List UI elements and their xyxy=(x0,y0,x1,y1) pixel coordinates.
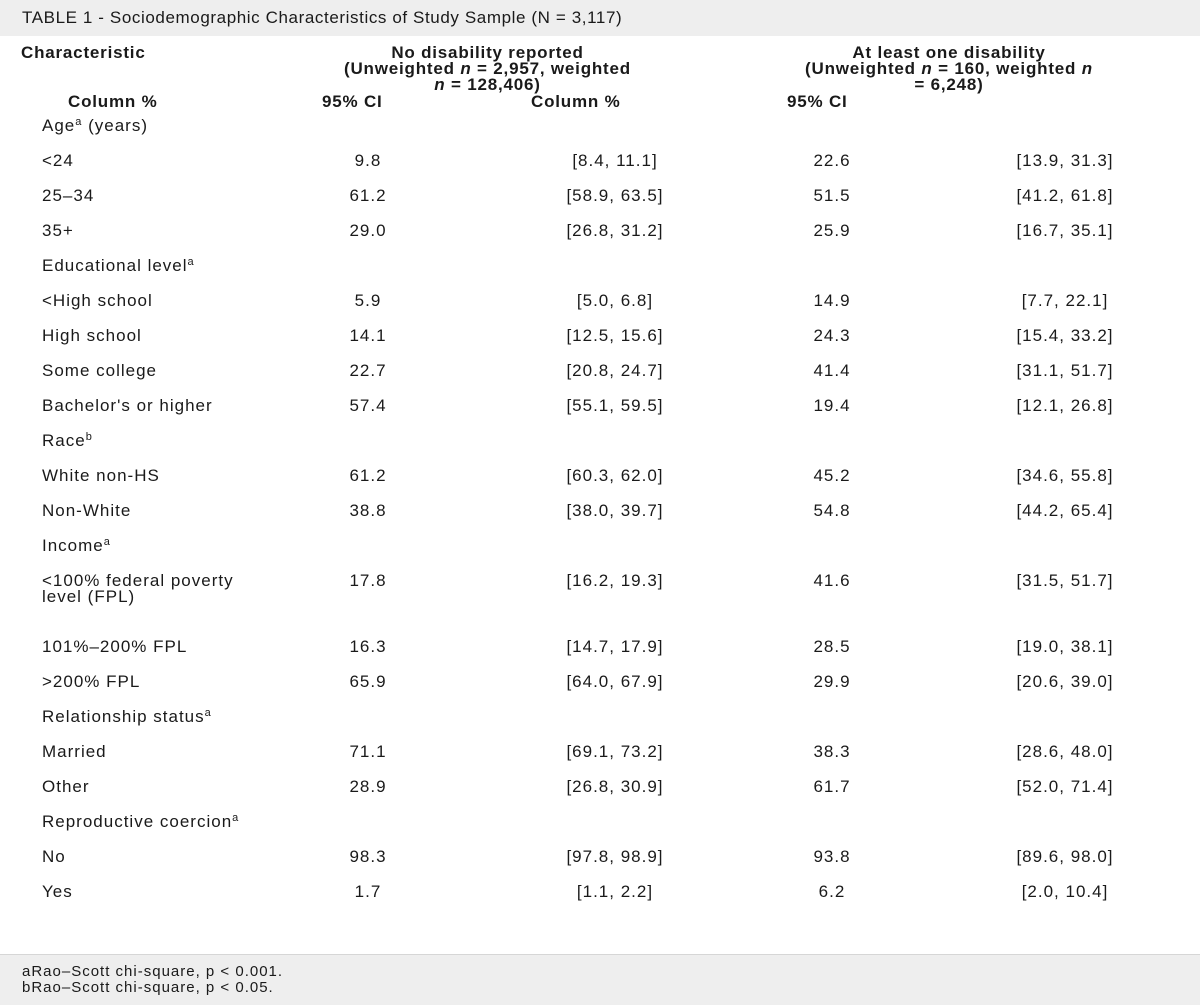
cell-no-disability-ci: [58.9, 63.5] xyxy=(566,186,664,205)
cell-disability-ci: [52.0, 71.4] xyxy=(1016,776,1114,796)
subheader-column-pct-2: Column % xyxy=(531,92,621,111)
row-label: Married xyxy=(42,741,107,761)
cell-disability-ci: [2.0, 10.4] xyxy=(1021,881,1109,901)
cell-disability-column-pct: 51.5 xyxy=(813,186,851,205)
subheader-ci-2: 95% CI xyxy=(787,92,848,111)
cell-no-disability-column-pct: 71.1 xyxy=(349,741,387,761)
row-label: Some college xyxy=(42,361,158,380)
cell-disability-column-pct: 54.8 xyxy=(813,501,851,520)
cell-no-disability-ci: [26.8, 31.2] xyxy=(566,221,664,240)
footnotes xyxy=(0,954,1200,1005)
row-label: Non-White xyxy=(42,501,132,520)
cell-no-disability-ci: [5.0, 6.8] xyxy=(576,291,654,310)
cell-no-disability-column-pct: 98.3 xyxy=(349,846,387,866)
cell-disability-ci: [7.7, 22.1] xyxy=(1021,291,1109,310)
cell-no-disability-ci: [38.0, 39.7] xyxy=(566,501,664,520)
row-label: 101%–200% FPL xyxy=(42,636,188,656)
cell-disability-column-pct: 93.8 xyxy=(813,846,851,866)
cell-disability-ci: [89.6, 98.0] xyxy=(1016,846,1114,866)
table-caption: TABLE 1 - Sociodemographic Characteristics of Study Sample (N = 3,117) xyxy=(0,0,1200,36)
row-label: Yes xyxy=(42,881,73,901)
cell-no-disability-column-pct: 61.2 xyxy=(349,466,387,485)
row-label: <High school xyxy=(42,291,153,310)
header-no-disability-title: No disability reported xyxy=(391,43,584,62)
cell-disability-column-pct: 29.9 xyxy=(813,671,851,691)
cell-disability-column-pct: 14.9 xyxy=(813,291,851,310)
cell-no-disability-column-pct: 16.3 xyxy=(349,636,387,656)
cell-no-disability-column-pct: 14.1 xyxy=(349,326,387,345)
cell-disability-column-pct: 61.7 xyxy=(813,776,851,796)
cell-no-disability-column-pct: 28.9 xyxy=(349,776,387,796)
cell-no-disability-ci: [60.3, 62.0] xyxy=(566,466,664,485)
row-label: <24 xyxy=(42,151,74,170)
row-label: <100% federal poverty level (FPL) xyxy=(42,571,234,606)
cell-no-disability-column-pct: 57.4 xyxy=(349,396,387,415)
cell-no-disability-column-pct: 17.8 xyxy=(349,571,387,590)
section-heading-reproductive-coercion: Reproductive coercion$^a$ xyxy=(42,811,240,831)
cell-disability-column-pct: 25.9 xyxy=(813,221,851,240)
row-label: Other xyxy=(42,776,90,796)
cell-no-disability-column-pct: 5.9 xyxy=(354,291,382,310)
cell-no-disability-column-pct: 65.9 xyxy=(349,671,387,691)
cell-no-disability-ci: [8.4, 11.1] xyxy=(572,151,658,170)
cell-no-disability-column-pct: 1.7 xyxy=(354,881,382,901)
section-heading-age: Age$^a$ (years) xyxy=(42,116,148,135)
cell-disability-column-pct: 19.4 xyxy=(813,396,851,415)
cell-no-disability-ci: [12.5, 15.6] xyxy=(566,326,664,345)
cell-no-disability-column-pct: 38.8 xyxy=(349,501,387,520)
header-no-disability xyxy=(255,45,720,93)
header-disability-title: At least one disability xyxy=(852,43,1046,62)
cell-disability-column-pct: 28.5 xyxy=(813,636,851,656)
cell-disability-ci: [34.6, 55.8] xyxy=(1016,466,1114,485)
cell-disability-ci: [31.5, 51.7] xyxy=(1016,571,1114,590)
subheader-column-pct-1: Column % xyxy=(68,92,158,111)
cell-disability-column-pct: 6.2 xyxy=(818,881,846,901)
cell-disability-ci: [16.7, 35.1] xyxy=(1016,221,1114,240)
cell-no-disability-column-pct: 61.2 xyxy=(349,186,387,205)
row-label: 35+ xyxy=(42,221,74,240)
cell-disability-ci: [41.2, 61.8] xyxy=(1016,186,1114,205)
row-label: High school xyxy=(42,326,142,345)
cell-disability-ci: [44.2, 65.4] xyxy=(1016,501,1114,520)
cell-disability-column-pct: 22.6 xyxy=(813,151,851,170)
cell-disability-column-pct: 41.6 xyxy=(813,571,851,590)
section-heading-educational-level: Educational level$^a$ xyxy=(42,256,195,275)
header-no-disability-line3: n = 128,406) xyxy=(434,75,541,94)
section-heading-income: Income$^a$ xyxy=(42,536,111,555)
cell-disability-ci: [19.0, 38.1] xyxy=(1016,636,1114,656)
cell-disability-ci: [31.1, 51.7] xyxy=(1016,361,1114,380)
cell-no-disability-ci: [64.0, 67.9] xyxy=(566,671,664,691)
cell-no-disability-column-pct: 22.7 xyxy=(349,361,387,380)
footnote-b: bRao–Scott chi-square, p < 0.05. xyxy=(22,979,274,996)
cell-disability-ci: [12.1, 26.8] xyxy=(1016,396,1114,415)
section-heading-race: Race$^b$ xyxy=(42,431,93,450)
section-heading-relationship-status: Relationship status$^a$ xyxy=(42,706,212,726)
row-label: White non-HS xyxy=(42,466,160,485)
cell-no-disability-ci: [20.8, 24.7] xyxy=(566,361,664,380)
cell-disability-column-pct: 24.3 xyxy=(813,326,851,345)
header-no-disability-line2: (Unweighted n = 2,957, weighted xyxy=(344,59,631,78)
cell-disability-column-pct: 38.3 xyxy=(813,741,851,761)
cell-no-disability-ci: [55.1, 59.5] xyxy=(566,396,664,415)
cell-disability-column-pct: 45.2 xyxy=(813,466,851,485)
row-label: 25–34 xyxy=(42,186,95,205)
cell-disability-ci: [28.6, 48.0] xyxy=(1016,741,1114,761)
cell-no-disability-ci: [69.1, 73.2] xyxy=(566,741,664,761)
cell-no-disability-column-pct: 9.8 xyxy=(354,151,382,170)
cell-no-disability-ci: [1.1, 2.2] xyxy=(576,881,654,901)
subheader-ci-1: 95% CI xyxy=(322,92,383,111)
cell-disability-column-pct: 41.4 xyxy=(813,361,851,380)
cell-no-disability-ci: [97.8, 98.9] xyxy=(566,846,664,866)
cell-no-disability-ci: [16.2, 19.3] xyxy=(566,571,664,590)
cell-disability-ci: [13.9, 31.3] xyxy=(1016,151,1114,170)
cell-disability-ci: [20.6, 39.0] xyxy=(1016,671,1114,691)
cell-no-disability-ci: [14.7, 17.9] xyxy=(566,636,664,656)
row-label: No xyxy=(42,846,66,866)
cell-no-disability-column-pct: 29.0 xyxy=(349,221,387,240)
header-disability-line2: (Unweighted n = 160, weighted n xyxy=(805,59,1093,78)
header-disability xyxy=(716,45,1182,93)
row-label: >200% FPL xyxy=(42,671,141,691)
cell-no-disability-ci: [26.8, 30.9] xyxy=(566,776,664,796)
header-disability-line3: = 6,248) xyxy=(914,75,984,94)
header-characteristic: Characteristic xyxy=(21,43,146,62)
footnote-a: aRao–Scott chi-square, p < 0.001. xyxy=(22,963,284,980)
cell-disability-ci: [15.4, 33.2] xyxy=(1016,326,1114,345)
row-label: Bachelor's or higher xyxy=(42,396,213,415)
